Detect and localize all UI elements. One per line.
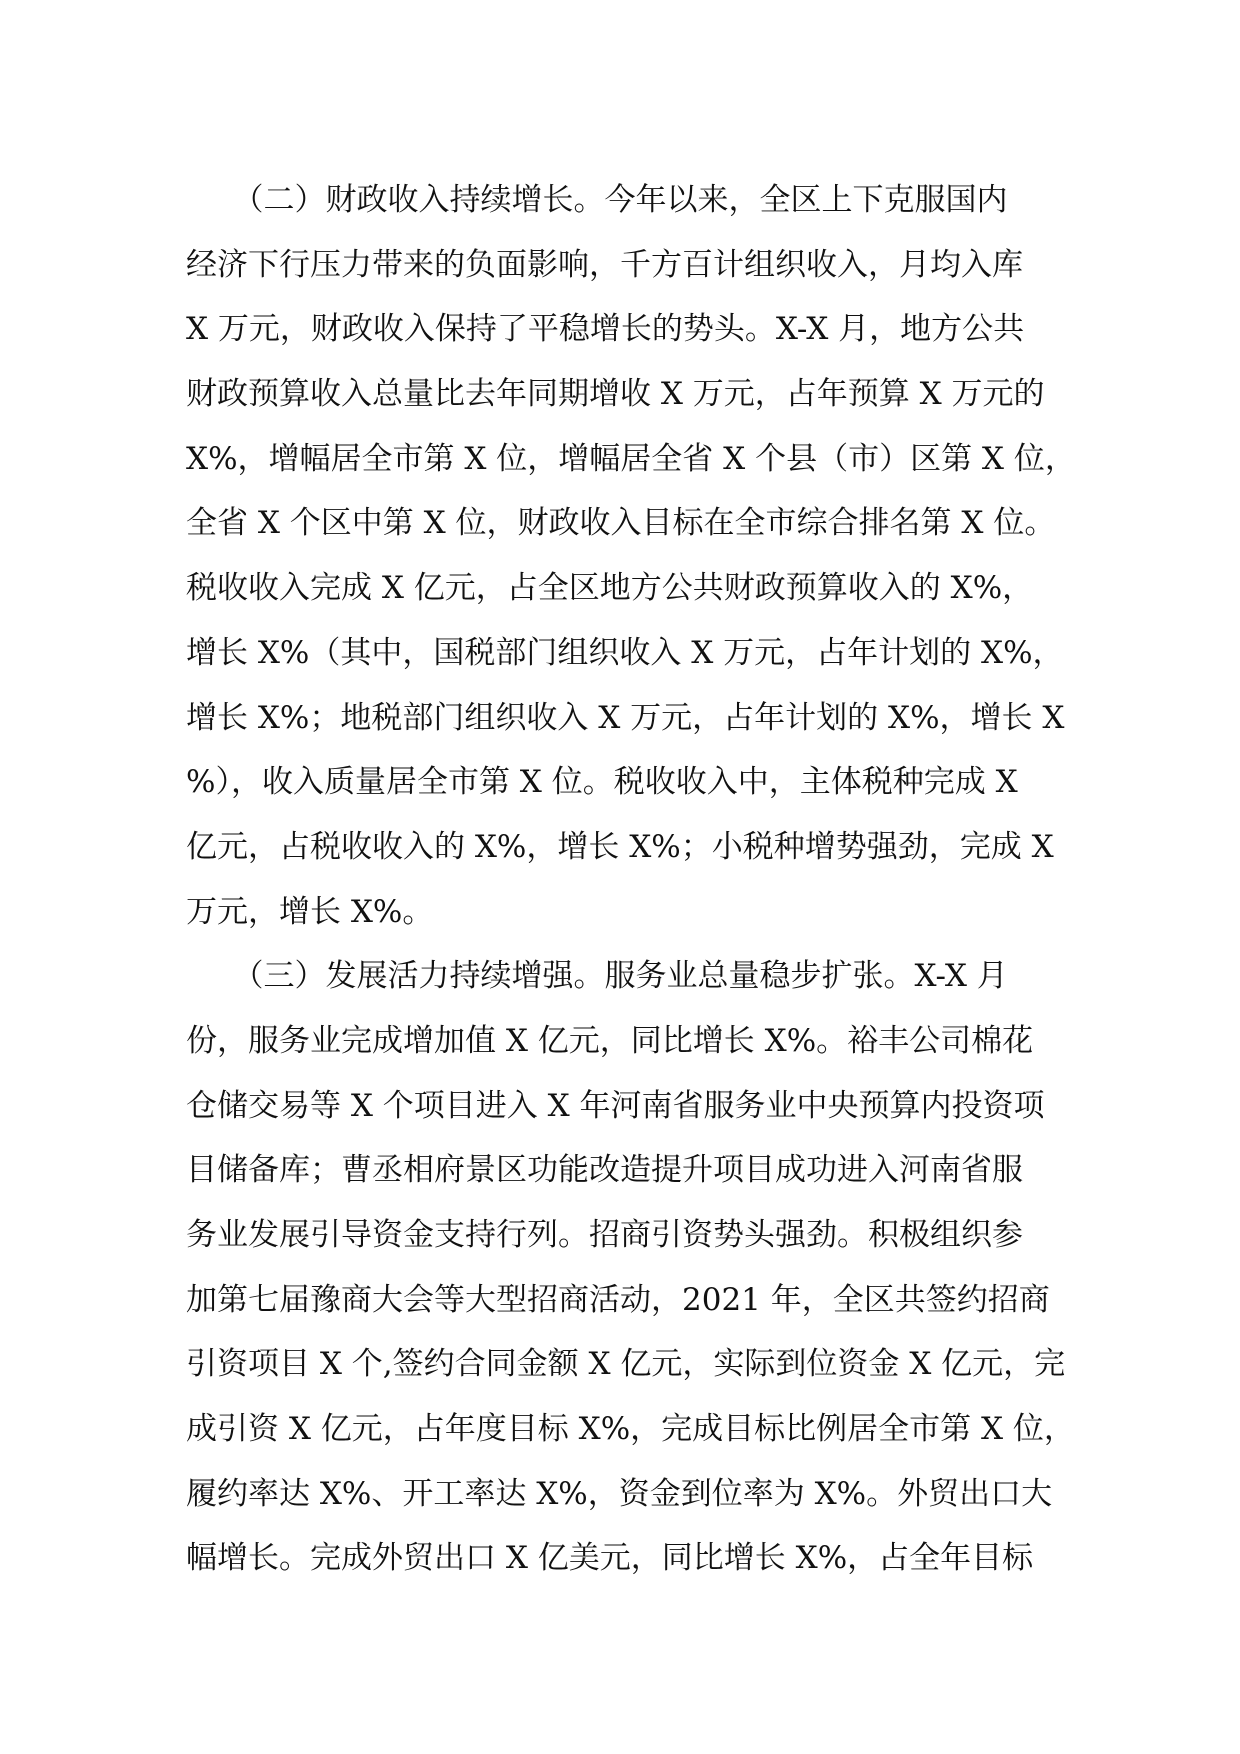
text-line: 幅增长。完成外贸出口 X 亿美元，同比增长 X%，占全年目标: [186, 1540, 1034, 1577]
text-line: 加第七届豫商大会等大型招商活动，2021 年，全区共签约招商: [186, 1281, 1050, 1318]
paragraph-development-vitality: [186, 944, 1086, 1591]
text-line: 增长 X%；地税部门组织收入 X 万元，占年计划的 X%，增长 X: [186, 699, 1065, 736]
text-line: 务业发展引导资金支持行列。招商引资势头强劲。积极组织参: [186, 1217, 1023, 1253]
document-body: [186, 168, 1086, 1591]
text-line: 财政预算收入总量比去年同期增收 X 万元，占年预算 X 万元的: [186, 376, 1045, 413]
text-line: 全省 X 个区中第 X 位，财政收入目标在全市综合排名第 X 位。: [186, 505, 1056, 542]
text-line: 成引资 X 亿元，占年度目标 X%，完成目标比例居全市第 X 位，: [186, 1411, 1075, 1448]
paragraph-fiscal-revenue: [186, 168, 1086, 944]
text-line: %），收入质量居全市第 X 位。税收收入中，主体税种完成 X: [186, 764, 1018, 801]
text-line: （二）财政收入持续增长。今年以来，全区上下克服国内: [186, 182, 1008, 218]
text-line: 份，服务业完成增加值 X 亿元，同比增长 X%。裕丰公司棉花: [186, 1022, 1034, 1059]
text-line: 仓储交易等 X 个项目进入 X 年河南省服务业中央预算内投资项: [186, 1087, 1045, 1124]
text-line: 经济下行压力带来的负面影响，千方百计组织收入，月均入库: [186, 246, 1023, 283]
text-line: 税收收入完成 X 亿元，占全区地方公共财政预算收入的 X%，: [186, 570, 1034, 607]
text-line: X 万元，财政收入保持了平稳增长的势头。X-X 月，地方公共: [186, 311, 1025, 348]
text-line: X%，增幅居全市第 X 位，增幅居全省 X 个县（市）区第 X 位，: [186, 440, 1076, 477]
text-line: 亿元，占税收收入的 X%，增长 X%；小税种增势强劲，完成 X: [186, 828, 1054, 865]
text-line: 增长 X%（其中，国税部门组织收入 X 万元，占年计划的 X%，: [186, 634, 1064, 671]
text-line: 万元，增长 X%。: [186, 893, 434, 930]
text-line: （三）发展活力持续增强。服务业总量稳步扩张。X-X 月: [186, 958, 1008, 995]
text-line: 目储备库；曹丞相府景区功能改造提升项目成功进入河南省服: [186, 1152, 1023, 1189]
text-line: 履约率达 X%、开工率达 X%，资金到位率为 X%。外贸出口大: [186, 1475, 1053, 1512]
text-line: 引资项目 X 个,签约合同金额 X 亿元，实际到位资金 X 亿元，完: [186, 1346, 1066, 1383]
